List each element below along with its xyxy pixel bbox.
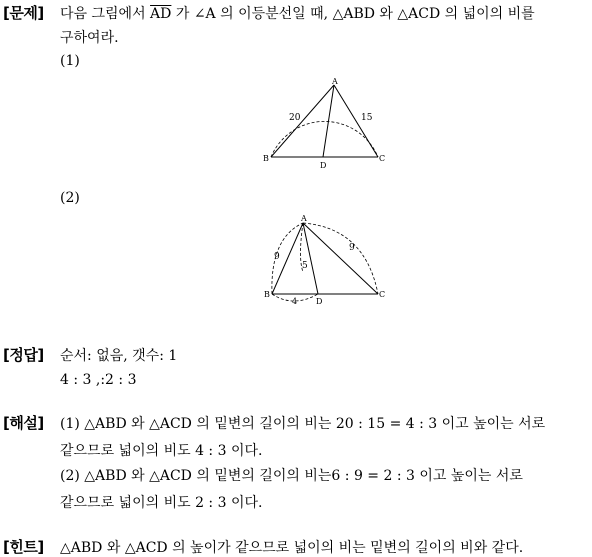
problem-line-1 xyxy=(60,3,535,23)
problem-tag: [문제] xyxy=(3,4,44,22)
solution-tag: [해설] xyxy=(3,414,44,432)
figure-1-label-d: D xyxy=(320,161,327,170)
sub-problem-1-label: (1) xyxy=(60,53,80,69)
figure-2-label-c: C xyxy=(379,290,386,299)
solution-line-2: 같으므로 넓이의 비도 4 : 3 이다. xyxy=(60,443,263,459)
figure-2 xyxy=(258,210,398,310)
figure-1-label-c: C xyxy=(379,154,386,163)
figure-1-label-b: B xyxy=(263,154,269,163)
problem-line-1-post: 가 ∠A 의 이등분선일 때, △ABD 와 △ACD 의 넓이의 비를 xyxy=(171,6,535,22)
solution-line-1: (1) △ABD 와 △ACD 의 밑변의 길이의 비는 20 : 15 = 4 : 3 이고 높이는 서로 xyxy=(60,416,546,432)
figure-1-label-ac: 15 xyxy=(361,113,373,123)
hint-text: △ABD 와 △ACD 의 높이가 같으므로 넓이의 비는 밑변의 길이의 비와 같다. xyxy=(60,540,524,556)
figure-2-label-ad: 5 xyxy=(302,261,308,271)
figure-2-side-ac xyxy=(303,223,378,294)
figure-2-bisector-ad xyxy=(303,223,318,294)
problem-line-1-pre: 다음 그림에서 xyxy=(60,6,151,22)
problem-line-2: 구하여라. xyxy=(60,30,119,46)
figure-2-label-ab: 9 xyxy=(274,252,280,262)
figure-2-label-ac: 9 xyxy=(349,243,355,253)
figure-2-label-d: D xyxy=(316,297,323,306)
answer-line-1: 순서: 없음, 갯수: 1 xyxy=(60,348,178,364)
sub-problem-2-label: (2) xyxy=(60,190,80,206)
answer-line-2: 4 : 3 ,:2 : 3 xyxy=(60,372,137,388)
figure-2-label-bd: 4 xyxy=(292,297,298,306)
answer-tag: [정답] xyxy=(3,346,44,364)
solution-line-4: 같으므로 넓이의 비도 2 : 3 이다. xyxy=(60,495,263,511)
solution-line-3: (2) △ABD 와 △ACD 의 밑변의 길이의 비는6 : 9 = 2 : 3 이고 높이는 서로 xyxy=(60,468,523,484)
hint-tag: [힌트] xyxy=(3,538,44,556)
figure-1-label-a: A xyxy=(332,77,338,86)
figure-2-label-a: A xyxy=(301,214,307,223)
segment-ad: $\overline{AD}$ xyxy=(150,6,172,22)
figure-1 xyxy=(258,74,398,174)
figure-1-label-ab: 20 xyxy=(289,113,301,123)
figure-2-label-b: B xyxy=(264,290,270,299)
